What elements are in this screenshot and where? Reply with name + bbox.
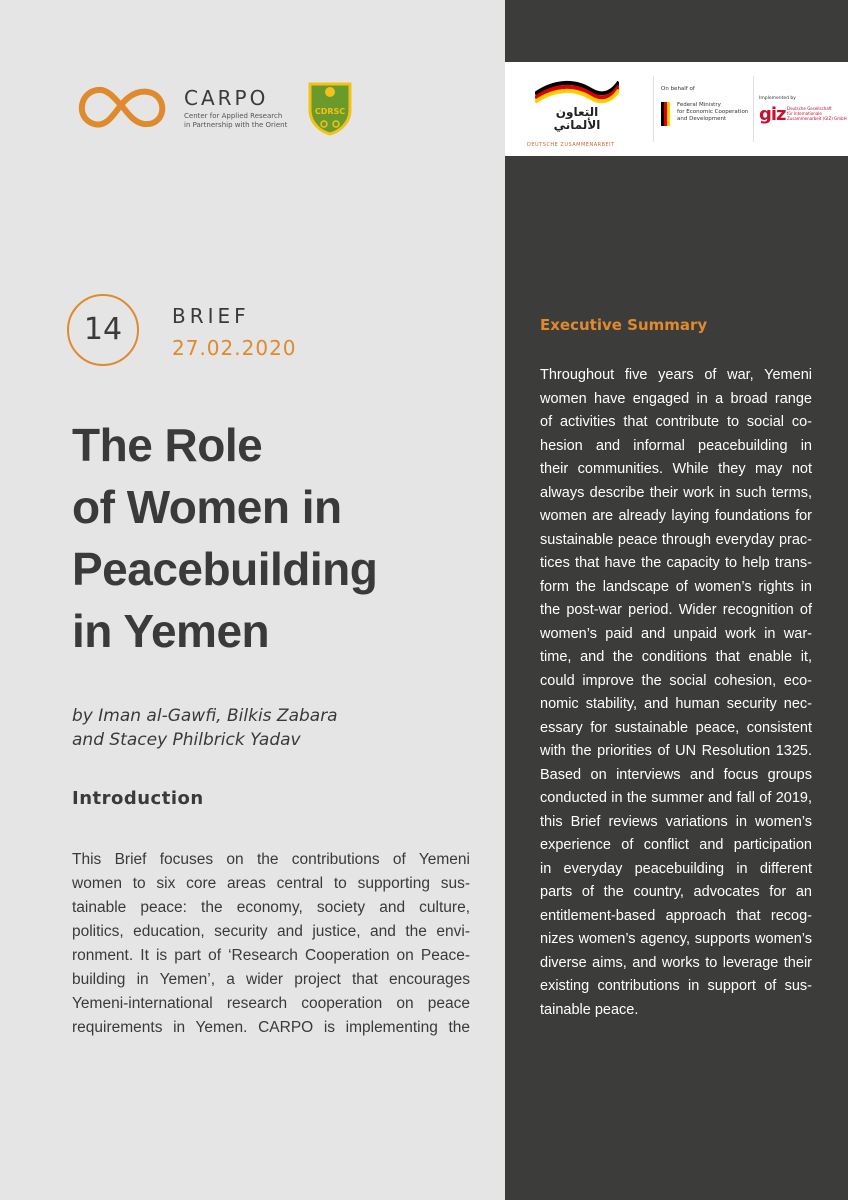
german-yemeni-ribbon-icon bbox=[535, 76, 619, 106]
introduction-heading: Introduction bbox=[72, 788, 204, 809]
summary-line: tainable peace. bbox=[540, 1001, 639, 1018]
brief-label: BRIEF bbox=[172, 304, 250, 328]
dz-caption: DEUTSCHE ZUSAMMENARBEIT bbox=[527, 142, 615, 148]
summary-line: diverse aims, and works to leverage their bbox=[540, 954, 812, 971]
summary-line: tices that have the capacity to help trans- bbox=[540, 555, 812, 571]
summary-line: parts of the country, advocates for an bbox=[540, 884, 812, 900]
authors bbox=[72, 704, 492, 752]
summary-line: could improve the social cohesion, eco- bbox=[540, 672, 812, 689]
summary-line: time, and the conditions that enable it, bbox=[540, 649, 812, 665]
intro-line: This Brief focuses on the contributions of Yemeni bbox=[72, 851, 470, 868]
summary-line: existing contributions in support of sus- bbox=[540, 978, 812, 994]
intro-line: politics, education, security and justice, and the envi- bbox=[72, 923, 470, 940]
carpo-mark-icon bbox=[72, 80, 172, 132]
summary-line: Based on interviews and focus groups bbox=[540, 766, 812, 783]
title-line: The Role bbox=[72, 419, 263, 471]
giz-text bbox=[787, 106, 847, 121]
author-line: and Stacey Philbrick Yadav bbox=[72, 730, 301, 750]
summary-line: women are already laying foundations for bbox=[540, 508, 812, 524]
author-line: by Iman al-Gawfi, Bilkis Zabara bbox=[72, 706, 338, 726]
giz-wordmark: giz bbox=[759, 104, 786, 125]
executive-summary-body bbox=[540, 364, 812, 1022]
bmz-text bbox=[677, 102, 757, 123]
giz-line: für Internationale bbox=[787, 111, 822, 116]
bmz-line: Federal Ministry bbox=[677, 102, 721, 108]
summary-line: nomic stability, and human security nec- bbox=[540, 696, 812, 712]
summary-line: with the priorities of UN Resolution 1325. bbox=[540, 743, 812, 759]
cdrsc-shield-icon bbox=[306, 80, 354, 136]
summary-line: experience of conflict and participation bbox=[540, 837, 812, 853]
summary-line: nizes women’s agency, supports women’s bbox=[540, 931, 812, 947]
cdrsc-label: CDRSC bbox=[314, 107, 346, 116]
carpo-name: CARPO bbox=[184, 86, 269, 110]
intro-line: women to six core areas central to supporting sus- bbox=[72, 875, 470, 892]
partner-divider bbox=[753, 76, 754, 142]
bmz-line: and Development bbox=[677, 116, 727, 122]
intro-line: ronment. It is part of ‘Research Cooperation on Peace- bbox=[72, 947, 470, 964]
intro-line: building in Yemen’, a wider project that encourages bbox=[72, 971, 470, 988]
summary-line: form the landscape of women’s rights in bbox=[540, 578, 812, 595]
summary-line: their communities. While they may not bbox=[540, 461, 812, 477]
introduction-body bbox=[72, 848, 470, 1040]
intro-line: requirements in Yemen. CARPO is implementing the bbox=[72, 1019, 470, 1036]
summary-line: this Brief reviews variations in women’s bbox=[540, 813, 812, 830]
summary-line: Throughout five years of war, Yemeni bbox=[540, 367, 812, 383]
partner-logos-bar bbox=[505, 62, 848, 156]
summary-line: hesion and informal peacebuilding in bbox=[540, 437, 812, 454]
giz-implemented-by: Implemented by bbox=[759, 96, 796, 101]
summary-line: essary for sustainable peace, consistent bbox=[540, 719, 812, 736]
summary-line: women have engaged in a broad range bbox=[540, 390, 812, 407]
giz-line: Deutsche Gesellschaft bbox=[787, 106, 832, 111]
title-line: Peacebuilding bbox=[72, 543, 378, 595]
summary-line: women’s paid and unpaid work in war- bbox=[540, 625, 812, 642]
summary-line: entitlement-based approach that recog- bbox=[540, 907, 812, 924]
federal-eagle-icon bbox=[661, 102, 673, 126]
carpo-subtitle-line: in Partnership with the Orient bbox=[184, 121, 288, 129]
partner-divider bbox=[653, 76, 654, 142]
summary-line: in everyday peacebuilding in different bbox=[540, 860, 812, 877]
document-title bbox=[72, 414, 492, 662]
title-line: in Yemen bbox=[72, 605, 270, 657]
intro-line: tainable peace: the economy, society and culture, bbox=[72, 899, 470, 916]
bmz-on-behalf: On behalf of bbox=[661, 86, 695, 92]
title-line: of Women in bbox=[72, 481, 342, 533]
summary-line: sustainable peace through everyday prac- bbox=[540, 531, 812, 548]
carpo-logo bbox=[72, 80, 288, 132]
carpo-subtitle bbox=[184, 112, 304, 130]
giz-line: Zusammenarbeit (GIZ) GmbH bbox=[787, 116, 847, 121]
brief-number: 14 bbox=[83, 312, 123, 347]
summary-line: conducted in the summer and fall of 2019, bbox=[540, 790, 812, 806]
summary-line: always describe their work in such terms, bbox=[540, 484, 812, 501]
brief-date: 27.02.2020 bbox=[172, 336, 297, 360]
summary-line: the post-war period. Wider recognition of bbox=[540, 602, 812, 618]
summary-line: of activities that contribute to social co- bbox=[540, 414, 812, 430]
bmz-line: for Economic Cooperation bbox=[677, 109, 749, 115]
carpo-subtitle-line: Center for Applied Research bbox=[184, 112, 283, 120]
dz-arabic-text: التعاون الألماني bbox=[553, 105, 601, 132]
cdrsc-logo bbox=[306, 80, 354, 136]
intro-line: Yemeni-international research cooperation on peace bbox=[72, 995, 470, 1012]
brief-number-badge bbox=[67, 294, 139, 366]
executive-summary-heading: Executive Summary bbox=[540, 316, 708, 334]
